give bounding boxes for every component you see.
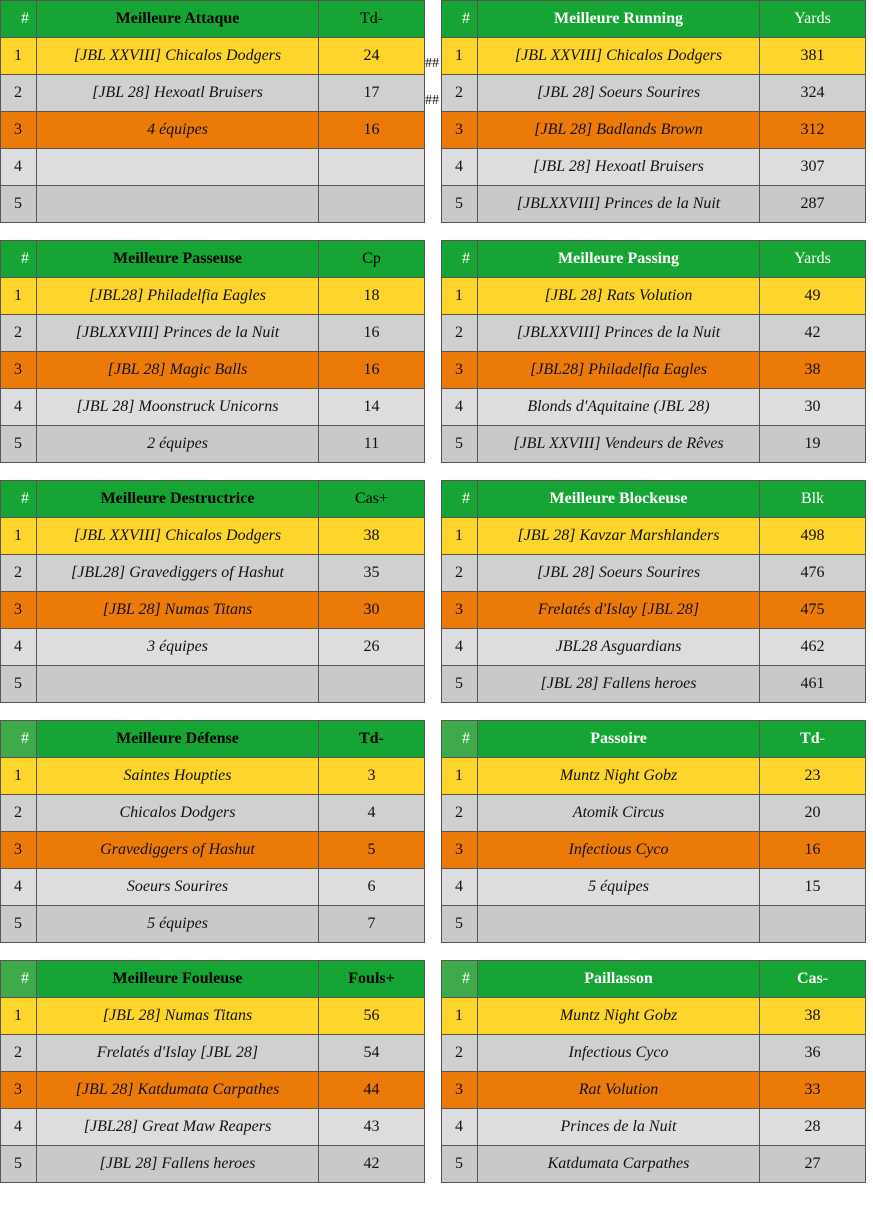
table-row <box>1 1035 425 1072</box>
value-cell: 30 <box>760 389 866 426</box>
value-cell: 461 <box>760 666 866 703</box>
team-cell: [JBL 28] Moonstruck Unicorns <box>37 389 319 426</box>
ranking-table <box>0 960 425 1183</box>
table-row <box>1 795 425 832</box>
team-cell: Soeurs Sourires <box>37 869 319 906</box>
stat-column-header: Td- <box>319 721 425 758</box>
rank-cell: 3 <box>442 832 478 869</box>
value-cell: 28 <box>760 1109 866 1146</box>
table-row <box>442 666 866 703</box>
table-row <box>1 869 425 906</box>
overflow-mark: ## <box>425 56 439 71</box>
team-cell: Atomik Circus <box>478 795 760 832</box>
value-cell: 26 <box>319 629 425 666</box>
rank-cell: 5 <box>1 666 37 703</box>
value-cell <box>319 149 425 186</box>
rank-cell: 4 <box>442 149 478 186</box>
table-row <box>1 1109 425 1146</box>
rank-column-header: # <box>442 1 478 38</box>
table-row <box>442 869 866 906</box>
table-title: Meilleure Défense <box>37 721 319 758</box>
value-cell: 16 <box>760 832 866 869</box>
table-row <box>1 186 425 223</box>
team-cell: [JBL 28] Kavzar Marshlanders <box>478 518 760 555</box>
table-row <box>442 75 866 112</box>
team-cell: 5 équipes <box>478 869 760 906</box>
team-cell: [JBL XXVIII] Chicalos Dodgers <box>37 518 319 555</box>
rank-cell: 1 <box>1 38 37 75</box>
stat-column-header: Cas- <box>760 961 866 998</box>
rank-cell: 3 <box>442 112 478 149</box>
team-cell: Frelatés d'Islay [JBL 28] <box>37 1035 319 1072</box>
value-cell: 475 <box>760 592 866 629</box>
team-cell: [JBL28] Philadelfia Eagles <box>37 278 319 315</box>
table-title: Paillasson <box>478 961 760 998</box>
table-row <box>442 1072 866 1109</box>
table-title: Meilleure Running <box>478 1 760 38</box>
value-cell <box>760 906 866 943</box>
table-header-row <box>1 721 425 758</box>
team-cell: [JBL XXVIII] Chicalos Dodgers <box>37 38 319 75</box>
value-cell: 33 <box>760 1072 866 1109</box>
rank-cell: 2 <box>442 75 478 112</box>
table-row <box>442 278 866 315</box>
table-title: Meilleure Passeuse <box>37 241 319 278</box>
table-title: Passoire <box>478 721 760 758</box>
table-row <box>442 758 866 795</box>
rank-cell: 2 <box>442 315 478 352</box>
table-row <box>1 758 425 795</box>
team-cell <box>37 149 319 186</box>
rank-column-header: # <box>1 1 37 38</box>
team-cell: Saintes Houpties <box>37 758 319 795</box>
table-row <box>1 278 425 315</box>
rank-cell: 3 <box>1 1072 37 1109</box>
rank-cell: 1 <box>1 758 37 795</box>
rank-cell: 2 <box>1 75 37 112</box>
team-cell: JBL28 Asguardians <box>478 629 760 666</box>
value-cell <box>319 186 425 223</box>
ranking-table <box>441 720 866 943</box>
rank-cell: 3 <box>1 352 37 389</box>
team-cell: [JBL 28] Numas Titans <box>37 998 319 1035</box>
stat-column-header: Yards <box>760 241 866 278</box>
value-cell: 476 <box>760 555 866 592</box>
table-row <box>1 149 425 186</box>
value-cell: 381 <box>760 38 866 75</box>
table-header-row <box>1 1 425 38</box>
table-row <box>442 555 866 592</box>
value-cell: 54 <box>319 1035 425 1072</box>
team-cell: [JBL28] Gravediggers of Hashut <box>37 555 319 592</box>
team-cell: [JBLXXVIII] Princes de la Nuit <box>37 315 319 352</box>
rank-cell: 1 <box>442 758 478 795</box>
value-cell: 4 <box>319 795 425 832</box>
team-cell: Infectious Cyco <box>478 832 760 869</box>
rank-cell: 5 <box>442 426 478 463</box>
value-cell: 498 <box>760 518 866 555</box>
rank-cell: 1 <box>442 278 478 315</box>
rank-column-header: # <box>442 241 478 278</box>
team-cell: 3 équipes <box>37 629 319 666</box>
table-header-row <box>442 721 866 758</box>
value-cell: 24 <box>319 38 425 75</box>
table-row <box>1 629 425 666</box>
rank-cell: 4 <box>1 389 37 426</box>
rank-cell: 2 <box>442 555 478 592</box>
ranking-table <box>0 240 425 463</box>
ranking-table <box>441 240 866 463</box>
table-row <box>1 389 425 426</box>
value-cell: 5 <box>319 832 425 869</box>
table-row <box>1 906 425 943</box>
team-cell: [JBL 28] Numas Titans <box>37 592 319 629</box>
rank-cell: 5 <box>1 1146 37 1183</box>
table-row <box>442 1035 866 1072</box>
rank-cell: 5 <box>1 186 37 223</box>
table-row <box>1 998 425 1035</box>
team-cell: Chicalos Dodgers <box>37 795 319 832</box>
team-cell: Princes de la Nuit <box>478 1109 760 1146</box>
team-cell: Muntz Night Gobz <box>478 998 760 1035</box>
rank-cell: 2 <box>1 1035 37 1072</box>
rank-cell: 1 <box>1 998 37 1035</box>
rank-cell: 4 <box>1 1109 37 1146</box>
team-cell: [JBL 28] Hexoatl Bruisers <box>37 75 319 112</box>
table-row <box>442 629 866 666</box>
value-cell: 462 <box>760 629 866 666</box>
table-row <box>1 352 425 389</box>
team-cell: [JBL 28] Rats Volution <box>478 278 760 315</box>
rank-column-header: # <box>1 961 37 998</box>
team-cell: Infectious Cyco <box>478 1035 760 1072</box>
team-cell: [JBL28] Great Maw Reapers <box>37 1109 319 1146</box>
value-cell: 18 <box>319 278 425 315</box>
table-header-row <box>442 961 866 998</box>
value-cell: 38 <box>760 352 866 389</box>
rank-cell: 2 <box>1 555 37 592</box>
rank-cell: 3 <box>442 592 478 629</box>
team-cell: [JBL 28] Soeurs Sourires <box>478 75 760 112</box>
table-row <box>442 906 866 943</box>
rank-cell: 5 <box>442 186 478 223</box>
stat-column-header: Blk <box>760 481 866 518</box>
table-row <box>1 1072 425 1109</box>
stat-column-header: Yards <box>760 1 866 38</box>
team-cell: Katdumata Carpathes <box>478 1146 760 1183</box>
table-header-row <box>1 481 425 518</box>
stat-column-header: Fouls+ <box>319 961 425 998</box>
rank-cell: 5 <box>1 426 37 463</box>
value-cell: 287 <box>760 186 866 223</box>
team-cell: [JBL 28] Magic Balls <box>37 352 319 389</box>
rank-cell: 2 <box>442 795 478 832</box>
value-cell: 42 <box>319 1146 425 1183</box>
value-cell <box>319 666 425 703</box>
rank-cell: 3 <box>1 112 37 149</box>
team-cell: [JBL 28] Soeurs Sourires <box>478 555 760 592</box>
table-title: Meilleure Blockeuse <box>478 481 760 518</box>
table-row <box>442 112 866 149</box>
rank-cell: 3 <box>442 352 478 389</box>
rank-column-header: # <box>1 721 37 758</box>
value-cell: 23 <box>760 758 866 795</box>
value-cell: 16 <box>319 112 425 149</box>
rank-cell: 4 <box>442 629 478 666</box>
table-row <box>1 592 425 629</box>
table-row <box>442 518 866 555</box>
team-cell <box>37 186 319 223</box>
table-row <box>442 389 866 426</box>
value-cell: 56 <box>319 998 425 1035</box>
table-row <box>442 592 866 629</box>
value-cell: 324 <box>760 75 866 112</box>
table-row <box>442 186 866 223</box>
value-cell: 35 <box>319 555 425 592</box>
value-cell: 36 <box>760 1035 866 1072</box>
table-row <box>1 38 425 75</box>
team-cell: Rat Volution <box>478 1072 760 1109</box>
stat-column-header: Td- <box>319 1 425 38</box>
table-row <box>1 426 425 463</box>
table-row <box>442 352 866 389</box>
value-cell: 307 <box>760 149 866 186</box>
rank-column-header: # <box>442 481 478 518</box>
team-cell: [JBL XXVIII] Vendeurs de Rêves <box>478 426 760 463</box>
table-row <box>1 832 425 869</box>
rank-cell: 1 <box>442 518 478 555</box>
rank-cell: 1 <box>442 998 478 1035</box>
rank-column-header: # <box>442 721 478 758</box>
rank-cell: 5 <box>1 906 37 943</box>
table-row <box>1 315 425 352</box>
rank-cell: 5 <box>442 666 478 703</box>
team-cell <box>37 666 319 703</box>
value-cell: 16 <box>319 315 425 352</box>
rank-cell: 1 <box>1 518 37 555</box>
table-row <box>1 1146 425 1183</box>
rank-cell: 3 <box>442 1072 478 1109</box>
value-cell: 38 <box>319 518 425 555</box>
table-row <box>442 315 866 352</box>
value-cell: 20 <box>760 795 866 832</box>
table-row <box>1 518 425 555</box>
value-cell: 17 <box>319 75 425 112</box>
stat-column-header: Cas+ <box>319 481 425 518</box>
rank-cell: 1 <box>442 38 478 75</box>
overflow-mark: ## <box>425 93 439 108</box>
ranking-table <box>0 720 425 943</box>
value-cell: 14 <box>319 389 425 426</box>
table-header-row <box>1 961 425 998</box>
rank-column-header: # <box>1 481 37 518</box>
team-cell: [JBLXXVIII] Princes de la Nuit <box>478 315 760 352</box>
ranking-table <box>441 480 866 703</box>
table-header-row <box>1 241 425 278</box>
team-cell: [JBL28] Philadelfia Eagles <box>478 352 760 389</box>
rank-cell: 4 <box>1 869 37 906</box>
table-title: Meilleure Attaque <box>37 1 319 38</box>
team-cell: 5 équipes <box>37 906 319 943</box>
value-cell: 15 <box>760 869 866 906</box>
team-cell: [JBL 28] Katdumata Carpathes <box>37 1072 319 1109</box>
ranking-table <box>441 0 866 223</box>
team-cell: [JBL 28] Hexoatl Bruisers <box>478 149 760 186</box>
team-cell: [JBL 28] Fallens heroes <box>478 666 760 703</box>
team-cell: 4 équipes <box>37 112 319 149</box>
table-row <box>442 998 866 1035</box>
value-cell: 49 <box>760 278 866 315</box>
table-row <box>442 1146 866 1183</box>
rank-cell: 5 <box>442 906 478 943</box>
value-cell: 312 <box>760 112 866 149</box>
table-row <box>1 112 425 149</box>
stat-column-header: Cp <box>319 241 425 278</box>
team-cell: [JBL 28] Fallens heroes <box>37 1146 319 1183</box>
ranking-table <box>0 480 425 703</box>
rank-column-header: # <box>1 241 37 278</box>
rank-cell: 4 <box>1 629 37 666</box>
team-cell: [JBL XXVIII] Chicalos Dodgers <box>478 38 760 75</box>
rank-cell: 3 <box>1 592 37 629</box>
table-row <box>442 38 866 75</box>
table-row <box>442 1109 866 1146</box>
value-cell: 11 <box>319 426 425 463</box>
stat-column-header: Td- <box>760 721 866 758</box>
table-row <box>1 555 425 592</box>
table-title: Meilleure Passing <box>478 241 760 278</box>
value-cell: 19 <box>760 426 866 463</box>
value-cell: 16 <box>319 352 425 389</box>
rank-cell: 3 <box>1 832 37 869</box>
team-cell <box>478 906 760 943</box>
value-cell: 43 <box>319 1109 425 1146</box>
value-cell: 7 <box>319 906 425 943</box>
table-header-row <box>442 481 866 518</box>
rank-cell: 4 <box>442 389 478 426</box>
rank-cell: 1 <box>1 278 37 315</box>
value-cell: 6 <box>319 869 425 906</box>
value-cell: 30 <box>319 592 425 629</box>
table-row <box>442 795 866 832</box>
table-title: Meilleure Destructrice <box>37 481 319 518</box>
team-cell: [JBLXXVIII] Princes de la Nuit <box>478 186 760 223</box>
table-row <box>442 149 866 186</box>
value-cell: 3 <box>319 758 425 795</box>
ranking-table <box>441 960 866 1183</box>
value-cell: 38 <box>760 998 866 1035</box>
team-cell: Gravediggers of Hashut <box>37 832 319 869</box>
table-row <box>442 832 866 869</box>
rank-cell: 4 <box>442 869 478 906</box>
table-row <box>1 666 425 703</box>
team-cell: 2 équipes <box>37 426 319 463</box>
team-cell: [JBL 28] Badlands Brown <box>478 112 760 149</box>
team-cell: Muntz Night Gobz <box>478 758 760 795</box>
team-cell: Blonds d'Aquitaine (JBL 28) <box>478 389 760 426</box>
table-header-row <box>442 1 866 38</box>
value-cell: 44 <box>319 1072 425 1109</box>
table-title: Meilleure Fouleuse <box>37 961 319 998</box>
value-cell: 42 <box>760 315 866 352</box>
rank-cell: 2 <box>442 1035 478 1072</box>
rank-cell: 2 <box>1 315 37 352</box>
table-header-row <box>442 241 866 278</box>
table-row <box>1 75 425 112</box>
rank-cell: 2 <box>1 795 37 832</box>
table-row <box>442 426 866 463</box>
rank-column-header: # <box>442 961 478 998</box>
rank-cell: 4 <box>1 149 37 186</box>
value-cell: 27 <box>760 1146 866 1183</box>
ranking-table <box>0 0 425 223</box>
rank-cell: 4 <box>442 1109 478 1146</box>
team-cell: Frelatés d'Islay [JBL 28] <box>478 592 760 629</box>
rank-cell: 5 <box>442 1146 478 1183</box>
